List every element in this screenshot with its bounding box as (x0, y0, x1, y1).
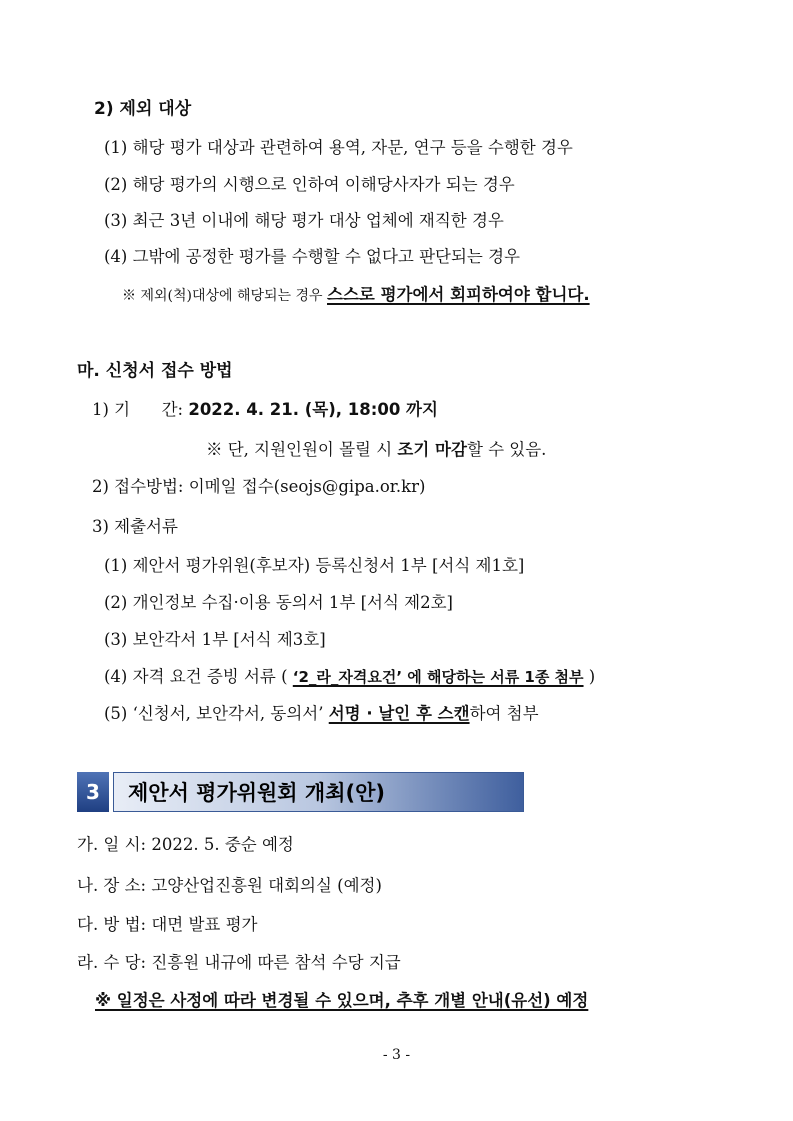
exclusion-item-2: (2) 해당 평가의 시행으로 인하여 이해당사자가 되는 경우 (104, 175, 515, 194)
submission-method: 2) 접수방법: 이메일 접수(seojs@gipa.or.kr) (92, 477, 426, 496)
document-item-4-text: (4) 자격 요건 증빙 서류 ( (104, 667, 293, 686)
exclusion-item-1: (1) 해당 평가 대상과 관련하여 용역, 자문, 연구 등을 수행한 경우 (104, 138, 573, 157)
period-note (206, 439, 546, 461)
period-row (92, 399, 438, 421)
document-item-5-suffix: 하여 첨부 (469, 704, 539, 723)
exclusion-note (122, 284, 590, 307)
document-item-4-emphasis: ‘2_라_자격요건’ 에 해당하는 서류 1종 첨부 (292, 668, 584, 686)
meeting-method: 다. 방 법: 대면 발표 평가 (77, 915, 258, 934)
meeting-date: 가. 일 시: 2022. 5. 중순 예정 (77, 835, 294, 854)
document-item-2: (2) 개인정보 수집·이용 동의서 1부 [서식 제2호] (104, 593, 453, 612)
section-number-badge: 3 (77, 772, 109, 812)
document-item-5-text: (5) ‘신청서, 보안각서, 동의서’ (104, 704, 329, 723)
period-note-suffix: 할 수 있음. (466, 440, 547, 459)
exclusion-item-3: (3) 최근 3년 이내에 해당 평가 대상 업체에 재직한 경우 (104, 211, 504, 230)
document-item-4-suffix: ) (583, 667, 596, 686)
exclusion-note-text: ※ 제외(척)대상에 해당되는 경우 (122, 288, 328, 304)
meeting-allowance: 라. 수 당: 진흥원 내규에 따른 참석 수당 지급 (77, 953, 401, 972)
exclusion-item-4: (4) 그밖에 공정한 평가를 수행할 수 없다고 판단되는 경우 (104, 247, 520, 266)
section-banner-title: 제안서 평가위원회 개최(안) (113, 772, 524, 812)
document-item-3: (3) 보안각서 1부 [서식 제3호] (104, 630, 326, 649)
meeting-place: 나. 장 소: 고양산업진흥원 대회의실 (예정) (77, 876, 382, 895)
period-label: 1) 기 간: (92, 400, 189, 419)
period-note-emphasis: 조기 마감 (397, 440, 467, 459)
schedule-notice: ※ 일정은 사정에 따라 변경될 수 있으며, 추후 개별 안내(유선) 예정 (95, 991, 589, 1010)
document-item-1: (1) 제안서 평가위원(후보자) 등록신청서 1부 [서식 제1호] (104, 556, 525, 575)
section-banner (77, 772, 524, 812)
period-value: 2022. 4. 21. (목), 18:00 까지 (188, 400, 438, 419)
exclusion-heading: 2) 제외 대상 (94, 99, 192, 119)
document-item-5 (104, 703, 539, 725)
period-note-text: ※ 단, 지원인원이 몰릴 시 (206, 440, 398, 459)
application-heading: 마. 신청서 접수 방법 (77, 361, 233, 381)
document-item-5-emphasis: 서명 · 날인 후 스캔 (328, 704, 470, 723)
page-number: - 3 - (382, 1047, 411, 1063)
exclusion-note-emphasis: 스스로 평가에서 회피하여야 합니다. (327, 285, 590, 304)
document-item-4 (104, 666, 595, 688)
documents-heading: 3) 제출서류 (92, 517, 178, 536)
